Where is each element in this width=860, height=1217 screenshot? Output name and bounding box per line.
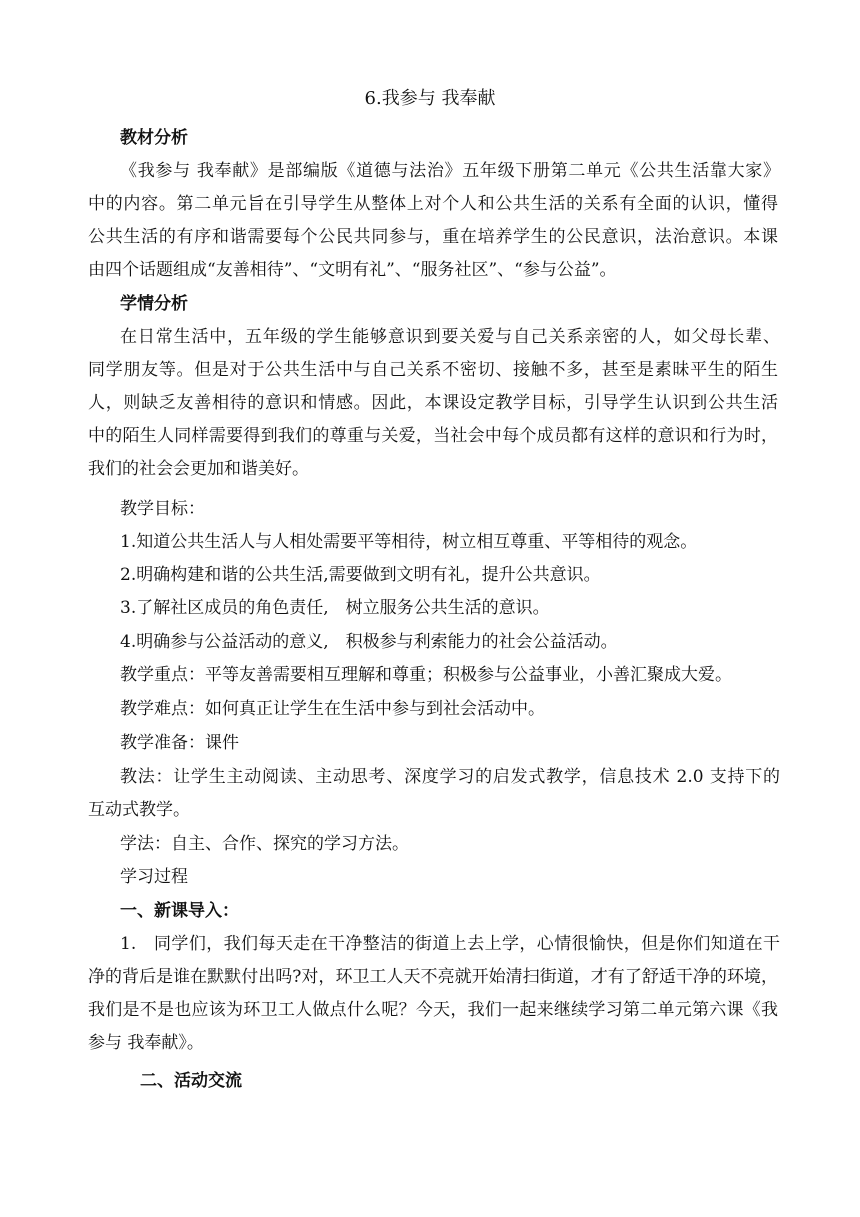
students-line: 人，则缺乏友善相待的意识和情感。因此，本课设定教学目标，引导学生认识到公共生活 — [88, 393, 778, 413]
goal-item: 1.知道公共生活人与人相处需要平等相待，树立相互尊重、平等相待的观念。 — [120, 532, 698, 552]
goal-item: 3.了解社区成员的角色责任, 树立服务公共生活的意识。 — [120, 598, 550, 618]
materials-line: 公共生活的有序和谐需要每个公民共同参与，重在培养学生的公民意识，法治意识。本课 — [88, 227, 778, 247]
section1-heading: 一、新课导入： — [120, 901, 239, 921]
section1-line: 参与 我奉献》。 — [88, 1033, 204, 1053]
materials-line: 中的内容。第二单元旨在引导学生从整体上对个人和公共生活的关系有全面的认识，懂得 — [88, 194, 778, 214]
preparation: 教学准备：课件 — [120, 733, 239, 753]
learning-process: 学习过程 — [120, 867, 188, 887]
learning-method: 学法：自主、合作、探究的学习方法。 — [120, 834, 409, 854]
goals-heading: 教学目标： — [120, 499, 205, 519]
section2-heading: 二、活动交流 — [140, 1071, 242, 1091]
section1-line: 我们是不是也应该为环卫工人做点什么呢？今天，我们一起来继续学习第二单元第六课《我 — [88, 1000, 778, 1020]
students-line: 我们的社会会更加和谐美好。 — [88, 459, 309, 479]
section1-line: 1. 同学们，我们每天走在干净整洁的街道上去上学，心情很愉快，但是你们知道在干 — [120, 934, 780, 954]
key-points: 教学重点：平等友善需要相互理解和尊重；积极参与公益事业，小善汇聚成大爱。 — [120, 665, 732, 685]
heading-materials-analysis: 教材分析 — [120, 128, 188, 148]
students-line: 中的陌生人同样需要得到我们的尊重与关爱，当社会中每个成员都有这样的意识和行为时， — [88, 426, 778, 446]
students-line: 在日常生活中，五年级的学生能够意识到要关爱与自己关系亲密的人，如父母长辈、 — [120, 327, 780, 347]
goal-item: 4.明确参与公益活动的意义, 积极参与利索能力的社会公益活动。 — [120, 632, 618, 652]
teaching-method-line: 互动式教学。 — [88, 800, 190, 820]
difficulties: 教学难点：如何真正让学生在生活中参与到社会活动中。 — [120, 699, 545, 719]
students-line: 同学朋友等。但是对于公共生活中与自己关系不密切、接触不多，甚至是素昧平生的陌生 — [88, 360, 778, 380]
teaching-method-line: 教法：让学生主动阅读、主动思考、深度学习的启发式教学，信息技术 2.0 支持下的 — [120, 767, 780, 787]
section1-line: 净的背后是谁在默默付出吗?对，环卫工人天不亮就开始清扫街道，才有了舒适干净的环境， — [88, 967, 778, 987]
materials-line: 由四个话题组成“友善相待”、“文明有礼”、“服务社区”、“参与公益”。 — [88, 260, 617, 280]
goal-item: 2.明确构建和谐的公共生活,需要做到文明有礼，提升公共意识。 — [120, 565, 601, 585]
materials-line: 《我参与 我奉献》是部编版《道德与法治》五年级下册第二单元《公共生活靠大家》 — [120, 161, 780, 181]
document-title: 6.我参与 我奉献 — [364, 88, 496, 109]
heading-student-analysis: 学情分析 — [120, 294, 188, 314]
